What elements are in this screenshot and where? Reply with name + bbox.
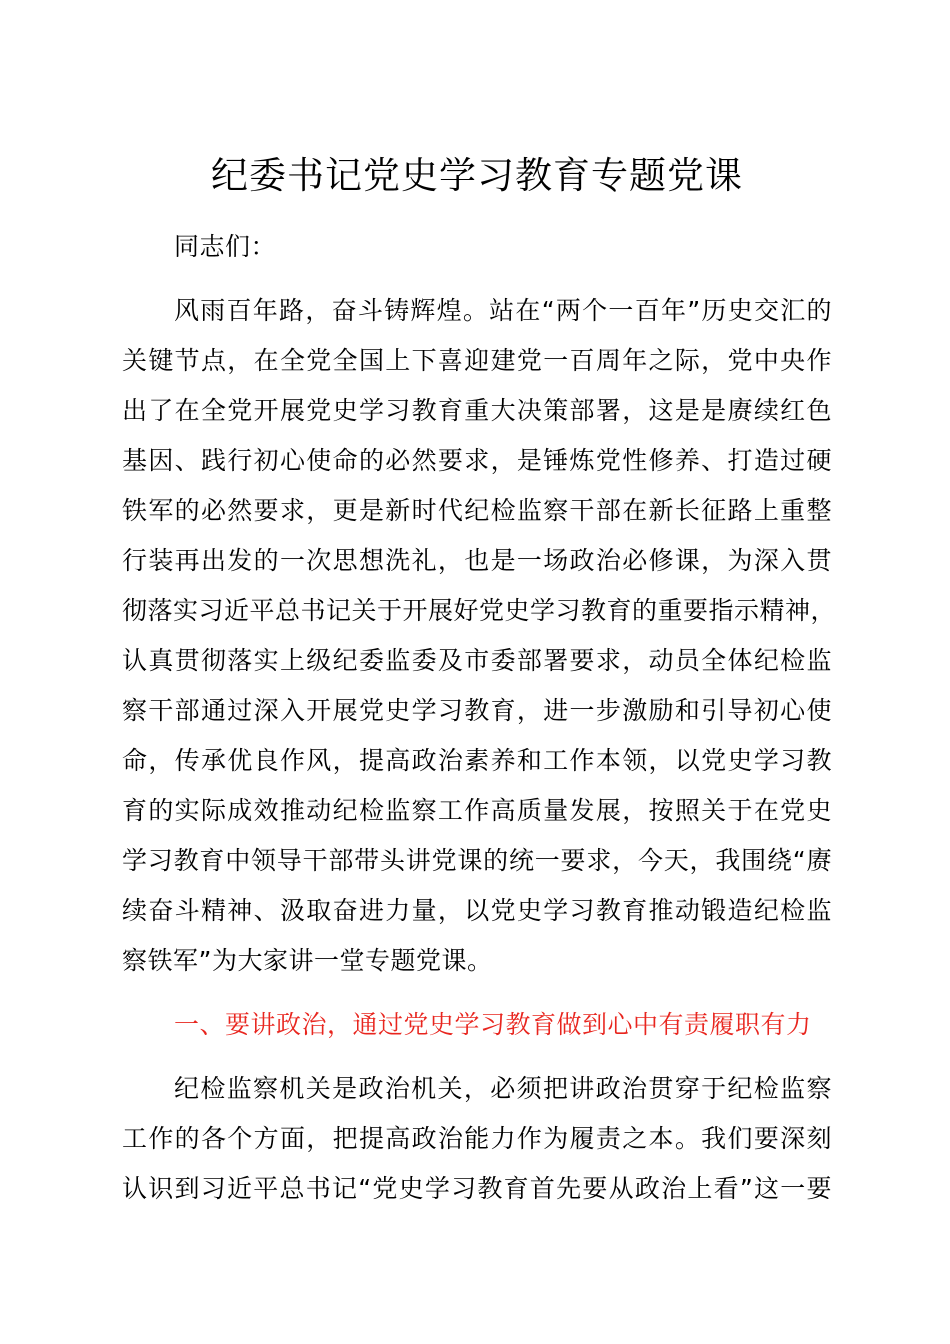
- document-title: 纪委书记党史学习教育专题党课: [211, 154, 743, 197]
- paragraph-2: [122, 1064, 832, 1214]
- paragraph-line: 彻落实习近平总书记关于开展好党史学习教育的重要指示精神，: [122, 596, 837, 625]
- paragraph-1: [122, 286, 837, 986]
- paragraph-line: 铁军的必然要求，更是新时代纪检监察干部在新长征路上重整: [122, 496, 832, 525]
- paragraph-line-last: 察铁军”为大家讲一堂专题党课。: [122, 946, 493, 975]
- paragraph-line: 工作的各个方面，把提高政治能力作为履责之本。我们要深刻: [122, 1124, 832, 1153]
- paragraph-line: 行装再出发的一次思想洗礼，也是一场政治必修课，为深入贯: [122, 546, 832, 575]
- paragraph-line: 风雨百年路，奋斗铸辉煌。站在“两个一百年”历史交汇的: [174, 296, 832, 325]
- salutation: 同志们：: [174, 232, 277, 261]
- paragraph-line: 学习教育中领导干部带头讲党课的统一要求，今天，我围绕“赓: [122, 846, 832, 875]
- paragraph-line: 命，传承优良作风，提高政治素养和工作本领，以党史学习教: [122, 746, 832, 775]
- paragraph-line: 育的实际成效推动纪检监察工作高质量发展，按照关于在党史: [122, 796, 832, 825]
- paragraph-line: 纪检监察机关是政治机关，必须把讲政治贯穿于纪检监察: [174, 1074, 832, 1103]
- paragraph-line: 认识到习近平总书记“党史学习教育首先要从政治上看”这一要: [122, 1174, 832, 1203]
- paragraph-line: 认真贯彻落实上级纪委监委及市委部署要求，动员全体纪检监: [122, 646, 832, 675]
- paragraph-line: 基因、践行初心使命的必然要求，是锤炼党性修养、打造过硬: [122, 446, 832, 475]
- paragraph-line: 关键节点，在全党全国上下喜迎建党一百周年之际，党中央作: [122, 346, 832, 375]
- paragraph-line: 出了在全党开展党史学习教育重大决策部署，这是是赓续红色: [122, 396, 832, 425]
- paragraph-line: 察干部通过深入开展党史学习教育，进一步激励和引导初心使: [122, 696, 832, 725]
- paragraph-line: 续奋斗精神、汲取奋进力量，以党史学习教育推动锻造纪检监: [122, 896, 832, 925]
- section-heading-1: 一、要讲政治，通过党史学习教育做到心中有责履职有力: [174, 1010, 812, 1039]
